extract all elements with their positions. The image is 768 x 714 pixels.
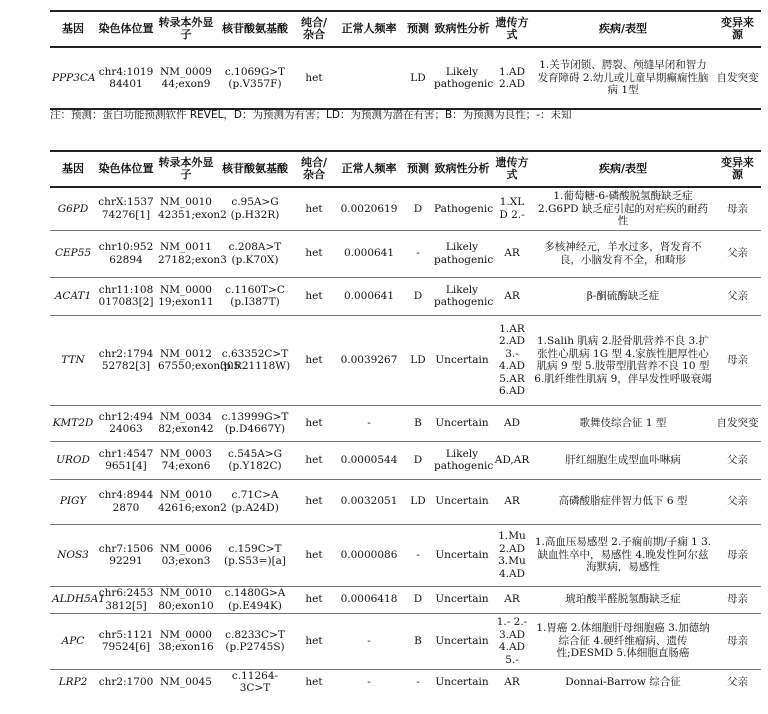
zygosity-cell: het <box>294 405 334 441</box>
column-header: 疾病/表型 <box>532 151 714 187</box>
table-row <box>50 613 761 669</box>
column-header: 染色体位置 <box>96 151 156 187</box>
source-cell: 父亲 <box>714 230 761 277</box>
zygosity-cell: het <box>294 187 334 230</box>
transcript-cell: NM_0011 27182;exon3 <box>156 230 216 277</box>
position-cell: chr2:1794 52782[3] <box>96 315 156 405</box>
position-cell: chr4:8944 2870 <box>96 479 156 524</box>
gene-cell: NOS3 <box>50 524 96 586</box>
prediction-cell: D <box>404 441 432 479</box>
inheritance-cell: AR <box>492 479 532 524</box>
nucleotide-cell: c.1160T>C (p.I387T) <box>216 277 294 315</box>
column-header: 正常人频率 <box>334 11 404 47</box>
column-header: 转录本外显子 <box>156 11 216 47</box>
table-header-row <box>50 11 761 47</box>
source-cell: 母亲 <box>714 586 761 613</box>
pathogenicity-cell: Likely pathogenic <box>432 230 492 277</box>
zygosity-cell: het <box>294 47 334 109</box>
nucleotide-cell: c.159C>T (p.S53=)[a] <box>216 524 294 586</box>
prediction-cell: D <box>404 187 432 230</box>
frequency-cell: 0.000641 <box>334 277 404 315</box>
gene-cell: ALDH5A1 <box>50 586 96 613</box>
frequency-cell: - <box>334 405 404 441</box>
column-header: 核苷酸氨基酸 <box>216 11 294 47</box>
disease-cell: 1.Salih 肌病 2.胫骨肌营养不良 3.扩张性心肌病 1G 型 4.家族性肥厚性心肌病 9 型 5.肢带型肌营养不良 10 型 6.肌纤维性肌病 9，伴早发性呼吸衰竭 <box>532 315 714 405</box>
prediction-cell: - <box>416 675 420 688</box>
frequency-cell: - <box>367 675 371 688</box>
nucleotide-cell: c.11264-3C>T <box>231 669 279 694</box>
frequency-cell <box>334 47 404 109</box>
table-row <box>50 441 761 479</box>
zygosity-cell: het <box>294 315 334 405</box>
inheritance-cell: AR <box>504 675 520 688</box>
gene-cell: CEP55 <box>50 230 96 277</box>
transcript-cell: NM_0012 67550;exon305 <box>156 315 216 405</box>
gene-cell: PIGY <box>50 479 96 524</box>
column-header: 染色体位置 <box>96 11 156 47</box>
column-header: 致病性分析 <box>432 11 492 47</box>
nucleotide-cell: c.71C>A (p.A24D) <box>216 479 294 524</box>
table-row <box>50 187 761 230</box>
table-row <box>50 230 761 277</box>
prediction-cell: B <box>404 613 432 669</box>
gene-cell: PPP3CA <box>50 47 96 109</box>
table-header-row <box>50 151 761 187</box>
zygosity-cell: het <box>294 441 334 479</box>
disease-cell: 1.高血压易感型 2.子痫前期/子痫 1 3.缺血性卒中，易感性 4.晚发性阿尔兹海默病，易感性 <box>532 524 714 586</box>
disease-cell: β-酮硫酶缺乏症 <box>532 277 714 315</box>
inheritance-cell: 1.- 2.- 3.AD 4.AD 5.- <box>492 613 532 669</box>
nucleotide-cell: c.545A>G (p.Y182C) <box>216 441 294 479</box>
position-cell: chrX:1537 74276[1] <box>96 187 156 230</box>
disease-cell: 琥珀酸半醛脱氢酶缺乏症 <box>532 586 714 613</box>
inheritance-cell: 1.AR 2.AD 3.- 4.AD 5.AR 6.AD <box>492 315 532 405</box>
gene-cell: LRP2 <box>58 675 88 688</box>
pathogenicity-cell: Uncertain <box>432 524 492 586</box>
column-header: 纯合/杂合 <box>294 151 334 187</box>
column-header: 变异来源 <box>714 11 761 47</box>
zygosity-cell: het <box>305 675 323 688</box>
table-row <box>50 47 761 109</box>
transcript-cell: NM_0010 42616;exon2 <box>156 479 216 524</box>
zygosity-cell: het <box>294 586 334 613</box>
transcript-cell: NM_0006 03;exon3 <box>156 524 216 586</box>
position-cell: chr12:494 24063 <box>96 405 156 441</box>
zygosity-cell: het <box>294 277 334 315</box>
nucleotide-cell: c.8233C>T (p.P2745S) <box>216 613 294 669</box>
transcript-cell: NM_0009 44;exon9 <box>156 47 216 109</box>
frequency-cell: 0.0006418 <box>334 586 404 613</box>
column-header: 转录本外显子 <box>156 151 216 187</box>
inheritance-cell: AD <box>492 405 532 441</box>
frequency-cell: 0.0000086 <box>334 524 404 586</box>
transcript-cell: NM_0003 74;exon6 <box>156 441 216 479</box>
pathogenicity-cell: Likely pathogenic <box>432 441 492 479</box>
variant-table-2 <box>50 150 761 695</box>
source-cell: 父亲 <box>714 479 761 524</box>
inheritance-cell: AR <box>492 586 532 613</box>
table-row <box>50 315 761 405</box>
prediction-cell: D <box>404 277 432 315</box>
gene-cell: KMT2D <box>50 405 96 441</box>
pathogenicity-cell: Uncertain <box>432 479 492 524</box>
pathogenicity-cell: Pathogenic <box>432 187 492 230</box>
position-cell: chr1:4547 9651[4] <box>96 441 156 479</box>
pathogenicity-cell: Uncertain <box>432 315 492 405</box>
column-header: 致病性分析 <box>432 151 492 187</box>
variant-table-1 <box>50 10 761 110</box>
nucleotide-cell: c.1480G>A (p.E494K) <box>216 586 294 613</box>
position-cell: chr4:1019 84401 <box>96 47 156 109</box>
transcript-cell: NM_0000 19;exon11 <box>156 277 216 315</box>
inheritance-cell: AR <box>492 277 532 315</box>
column-header: 变异来源 <box>714 151 761 187</box>
position-cell: chr2:1700 <box>98 675 154 688</box>
source-cell: 母亲 <box>714 315 761 405</box>
disease-cell: 高磷酸脂症伴智力低下 6 型 <box>532 479 714 524</box>
column-header: 基因 <box>50 151 96 187</box>
column-header: 纯合/杂合 <box>294 11 334 47</box>
source-cell: 自发突变 <box>714 405 761 441</box>
zygosity-cell: het <box>294 613 334 669</box>
disease-cell: 1.关节闭锁、腭裂、颅缝早闭和智力发育障碍 2.幼儿或儿童早期癫痫性脑病 1型 <box>532 47 714 109</box>
zygosity-cell: het <box>294 524 334 586</box>
disease-cell: 歌舞伎综合征 1 型 <box>532 405 714 441</box>
position-cell: chr5:1121 79524[6] <box>96 613 156 669</box>
source-cell: 父亲 <box>727 675 748 688</box>
table-row <box>50 586 761 613</box>
column-header: 遗传方式 <box>492 151 532 187</box>
table-row <box>50 405 761 441</box>
gene-cell: ACAT1 <box>50 277 96 315</box>
disease-cell: 1.胃癌 2.体细胞肝母细胞癌 3.加德纳综合征 4.硬纤维瘤病、遗传性;DESMD 5.体细胞直肠癌 <box>532 613 714 669</box>
pathogenicity-cell: Uncertain <box>435 675 489 688</box>
position-cell: chr6:2453 3812[5] <box>96 586 156 613</box>
column-header: 正常人频率 <box>334 151 404 187</box>
pathogenicity-cell: Likely pathogenic <box>432 277 492 315</box>
frequency-cell: 0.000641 <box>334 230 404 277</box>
nucleotide-cell: c.208A>T (p.K70X) <box>216 230 294 277</box>
nucleotide-cell: c.1069G>T (p.V357F) <box>216 47 294 109</box>
disease-cell: 多核神经元，羊水过多，肾发育不良，小脑发育不全，和畸形 <box>532 230 714 277</box>
position-cell: chr7:1506 92291 <box>96 524 156 586</box>
inheritance-cell: 1.Mu 2.AD 3.Mu 4.AD <box>492 524 532 586</box>
column-header: 遗传方式 <box>492 11 532 47</box>
prediction-cell: B <box>404 405 432 441</box>
column-header: 预测 <box>404 11 432 47</box>
gene-cell: TTN <box>50 315 96 405</box>
transcript-cell: NM_0010 42351;exon2 <box>156 187 216 230</box>
pathogenicity-cell: Uncertain <box>432 586 492 613</box>
inheritance-cell: 1.XL D 2.- <box>492 187 532 230</box>
column-header: 预测 <box>404 151 432 187</box>
prediction-cell: D <box>404 586 432 613</box>
source-cell: 母亲 <box>714 187 761 230</box>
column-header: 基因 <box>50 11 96 47</box>
prediction-cell: LD <box>404 479 432 524</box>
column-header: 疾病/表型 <box>532 11 714 47</box>
inheritance-cell: AR <box>492 230 532 277</box>
inheritance-cell: 1.AD 2.AD <box>492 47 532 109</box>
source-cell: 自发突变 <box>714 47 761 109</box>
prediction-cell: LD <box>404 47 432 109</box>
source-cell: 母亲 <box>714 524 761 586</box>
source-cell: 父亲 <box>714 277 761 315</box>
frequency-cell: 0.0000544 <box>334 441 404 479</box>
table-row <box>50 524 761 586</box>
table-row <box>50 669 761 695</box>
pathogenicity-cell: Uncertain <box>432 405 492 441</box>
prediction-cell: - <box>404 524 432 586</box>
table-row <box>50 277 761 315</box>
frequency-cell: - <box>334 613 404 669</box>
gene-cell: UROD <box>50 441 96 479</box>
disease-cell: 肝红细胞生成型血卟啉病 <box>532 441 714 479</box>
table-row <box>50 479 761 524</box>
pathogenicity-cell: Likely pathogenic <box>432 47 492 109</box>
nucleotide-cell: c.63352C>T (p.R21118W) <box>216 315 294 405</box>
gene-cell: APC <box>50 613 96 669</box>
pathogenicity-cell: Uncertain <box>432 613 492 669</box>
table-footnote: 注：预测：蛋白功能预测软件 REVEL，D：为预测为有害；LD：为预测为潜在有害；B：为预测为良性；-：未知 <box>50 109 572 121</box>
position-cell: chr11:108 017083[2] <box>96 277 156 315</box>
transcript-cell: NM_0010 80;exon10 <box>156 586 216 613</box>
transcript-cell: NM_0034 82;exon42 <box>156 405 216 441</box>
frequency-cell: 0.0020619 <box>334 187 404 230</box>
zygosity-cell: het <box>294 230 334 277</box>
transcript-cell: NM_0045 <box>160 675 212 688</box>
gene-cell: G6PD <box>50 187 96 230</box>
transcript-cell: NM_0000 38;exon16 <box>156 613 216 669</box>
nucleotide-cell: c.95A>G (p.H32R) <box>216 187 294 230</box>
column-header: 核苷酸氨基酸 <box>216 151 294 187</box>
disease-cell: 1.葡萄糖-6-磷酸脱氢酶缺乏症 2.G6PD 缺乏症引起的对疟疾的耐药性 <box>532 187 714 230</box>
nucleotide-cell: c.13999G>T (p.D4667Y) <box>216 405 294 441</box>
zygosity-cell: het <box>294 479 334 524</box>
inheritance-cell: AD,AR <box>492 441 532 479</box>
prediction-cell: LD <box>404 315 432 405</box>
position-cell: chr10:952 62894 <box>96 230 156 277</box>
prediction-cell: - <box>404 230 432 277</box>
frequency-cell: 0.0032051 <box>334 479 404 524</box>
source-cell: 母亲 <box>714 613 761 669</box>
source-cell: 父亲 <box>714 441 761 479</box>
disease-cell: Donnai-Barrow 综合征 <box>565 675 681 688</box>
frequency-cell: 0.0039267 <box>334 315 404 405</box>
